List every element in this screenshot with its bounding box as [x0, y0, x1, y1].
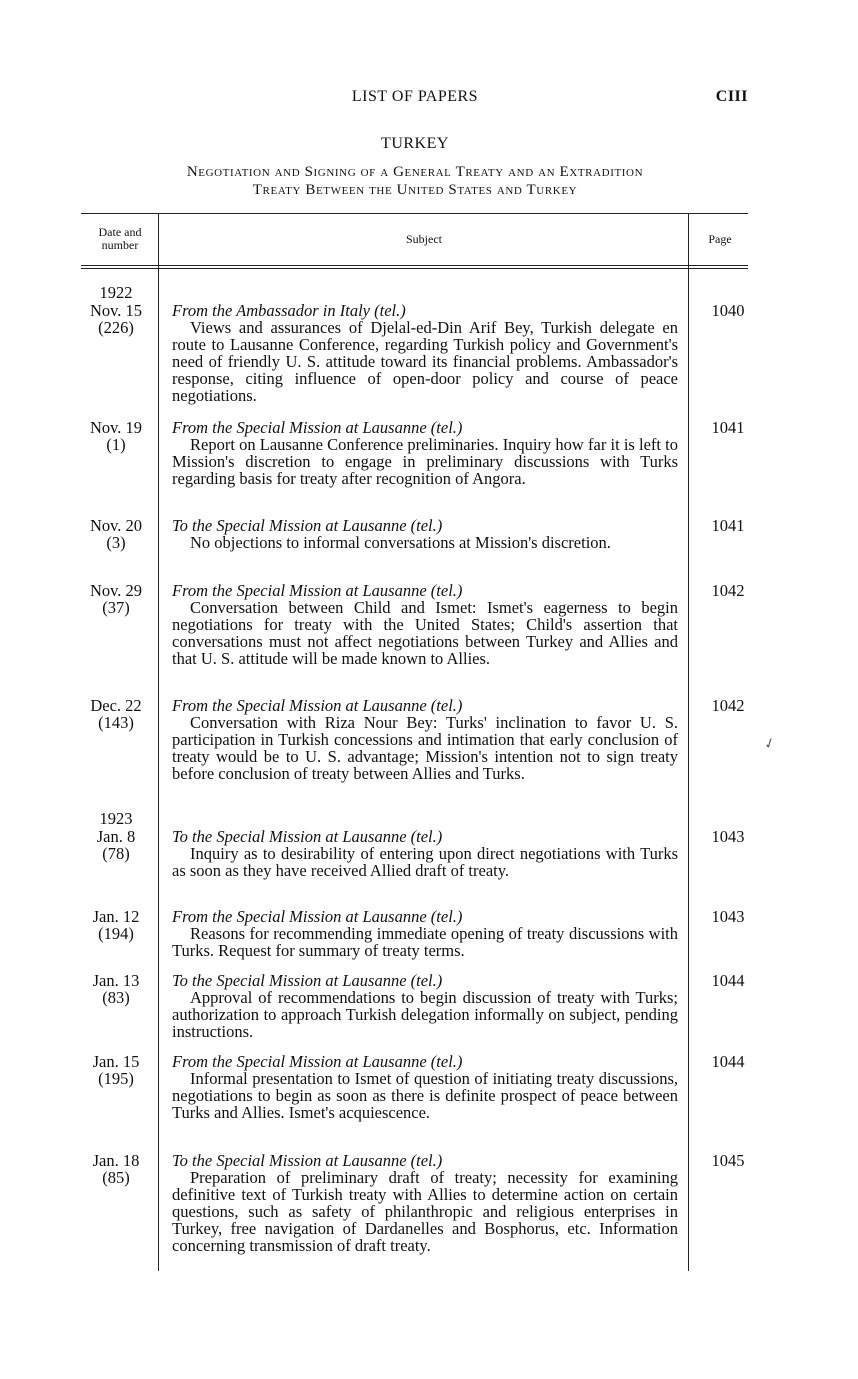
entry-heading: From the Special Mission at Lausanne (tel.)	[172, 907, 463, 926]
entry-subject	[172, 1053, 678, 1121]
entry-page: 1040	[711, 301, 745, 320]
entry-heading: To the Special Mission at Lausanne (tel.)	[172, 1151, 443, 1170]
entry-text: Report on Lausanne Conference preliminaries. Inquiry how far it is left to Mission's discretion to engage in preliminary discussions with Turks regarding basis for treaty after recognition of Angora.	[172, 435, 678, 488]
column-divider-right	[688, 213, 689, 1271]
entry-page: 1042	[711, 696, 745, 715]
section-title-line-2: Treaty Between the United States and Turkey	[252, 182, 578, 198]
running-head	[0, 88, 858, 108]
entry-heading: From the Ambassador in Italy (tel.)	[172, 301, 406, 320]
column-header-date: Date and number	[98, 225, 142, 252]
entry-subject	[172, 972, 678, 1040]
entry-subject	[172, 517, 678, 551]
entry-subject	[172, 302, 678, 404]
entry-heading: To the Special Mission at Lausanne (tel.)	[172, 516, 443, 535]
entry-date: Dec. 22 (143)	[90, 696, 142, 732]
entry-page: 1044	[711, 1052, 745, 1071]
entry-year: 1923	[99, 809, 133, 828]
column-divider-left	[158, 213, 159, 1271]
entry-date: Jan. 15 (195)	[92, 1052, 140, 1088]
entry-heading: To the Special Mission at Lausanne (tel.)	[172, 827, 443, 846]
entry-heading: From the Special Mission at Lausanne (tel.)	[172, 581, 463, 600]
section-title	[90, 163, 740, 199]
entry-date: Jan. 12 (194)	[92, 907, 140, 943]
entry-subject	[172, 582, 678, 667]
entry-text: Views and assurances of Djelal-ed-Din Arif Bey, Turkish delegate en route to Lausanne Conference, regarding Turkish policy and Government's need of friendly U. S. attitude toward its financial problems. Ambassador's response, citing influence of open-door policy and course of peace negotiations.	[172, 318, 678, 405]
page-number: CIII	[715, 88, 748, 105]
entry-text: Approval of recommendations to begin discussion of treaty with Turks; authorization to approach Turkish delegation informally on subject, pending instructions.	[172, 988, 678, 1041]
table-top-rule	[81, 213, 748, 214]
entry-subject	[172, 697, 678, 782]
running-title: LIST OF PAPERS	[351, 88, 479, 105]
column-header-subject: Subject	[406, 232, 442, 246]
entry-page: 1043	[711, 827, 745, 846]
entry-text: Inquiry as to desirability of entering upon direct negotiations with Turks as soon as they have received Allied draft of treaty.	[172, 844, 678, 880]
entry-heading: To the Special Mission at Lausanne (tel.)	[172, 971, 443, 990]
entry-subject	[172, 908, 678, 959]
entry-date: Nov. 29 (37)	[89, 581, 143, 617]
entry-date: Nov. 20 (3)	[89, 516, 143, 552]
table-header-rule	[81, 265, 748, 266]
entry-year: 1922	[99, 283, 133, 302]
entry-page: 1041	[711, 418, 745, 437]
entry-heading: From the Special Mission at Lausanne (tel.)	[172, 1052, 463, 1071]
entry-subject	[172, 1152, 678, 1254]
entry-text: Conversation between Child and Ismet: Ismet's eagerness to begin negotiations for treaty with the United States; Child's assertion that conversations must not affect negotiations between Turkey and Allies and that U. S. attitude will be made known to Allies.	[172, 598, 678, 668]
entry-date: 1922 Nov. 15 (226)	[78, 284, 154, 336]
entry-text: Reasons for recommending immediate opening of treaty discussions with Turks. Request for summary of treaty terms.	[172, 924, 678, 960]
entry-page: 1043	[711, 907, 745, 926]
country-heading: TURKEY	[381, 135, 449, 152]
column-header-page: Page	[708, 232, 732, 246]
entry-page: 1042	[711, 581, 745, 600]
entry-heading: From the Special Mission at Lausanne (tel.)	[172, 418, 463, 437]
entry-page: 1044	[711, 971, 745, 990]
entry-date: Nov. 19 (1)	[89, 418, 143, 454]
entry-text: Conversation with Riza Nour Bey: Turks' inclination to favor U. S. participation in Turkish concessions and intimation that early conclusion of treaty would be to U. S. advantage; Mission's intention not to sign treaty before conclusion of treaty between Allies and Turks.	[172, 713, 678, 783]
entry-subject	[172, 828, 678, 879]
entry-subject	[172, 419, 678, 487]
entry-heading: From the Special Mission at Lausanne (tel.)	[172, 696, 463, 715]
section-title-line-1: Negotiation and Signing of a General Treaty and an Extradition	[186, 164, 644, 180]
entry-page: 1045	[711, 1151, 745, 1170]
pencil-check-mark: ✓	[761, 734, 779, 754]
table-header-rule-2	[81, 268, 748, 269]
entry-text: No objections to informal conversations at Mission's discretion.	[190, 533, 611, 552]
entry-date: 1923 Jan. 8 (78)	[78, 810, 154, 862]
entry-page: 1041	[711, 516, 745, 535]
entry-date: Jan. 13 (83)	[92, 971, 140, 1007]
entry-text: Preparation of preliminary draft of treaty; necessity for examining definitive text of Turkish treaty with Allies to determine action on certain questions, such as safety of philanthropic and religious enterprises in Turkey, free navigation of Dardanelles and Bosphorus, etc. Information concerning transmission of draft treaty.	[172, 1168, 678, 1255]
entry-date: Jan. 18 (85)	[92, 1151, 140, 1187]
entry-text: Informal presentation to Ismet of question of initiating treaty discussions, negotiations to begin as soon as there is definite prospect of peace between Turks and Allies. Ismet's acquiescence.	[172, 1069, 678, 1122]
